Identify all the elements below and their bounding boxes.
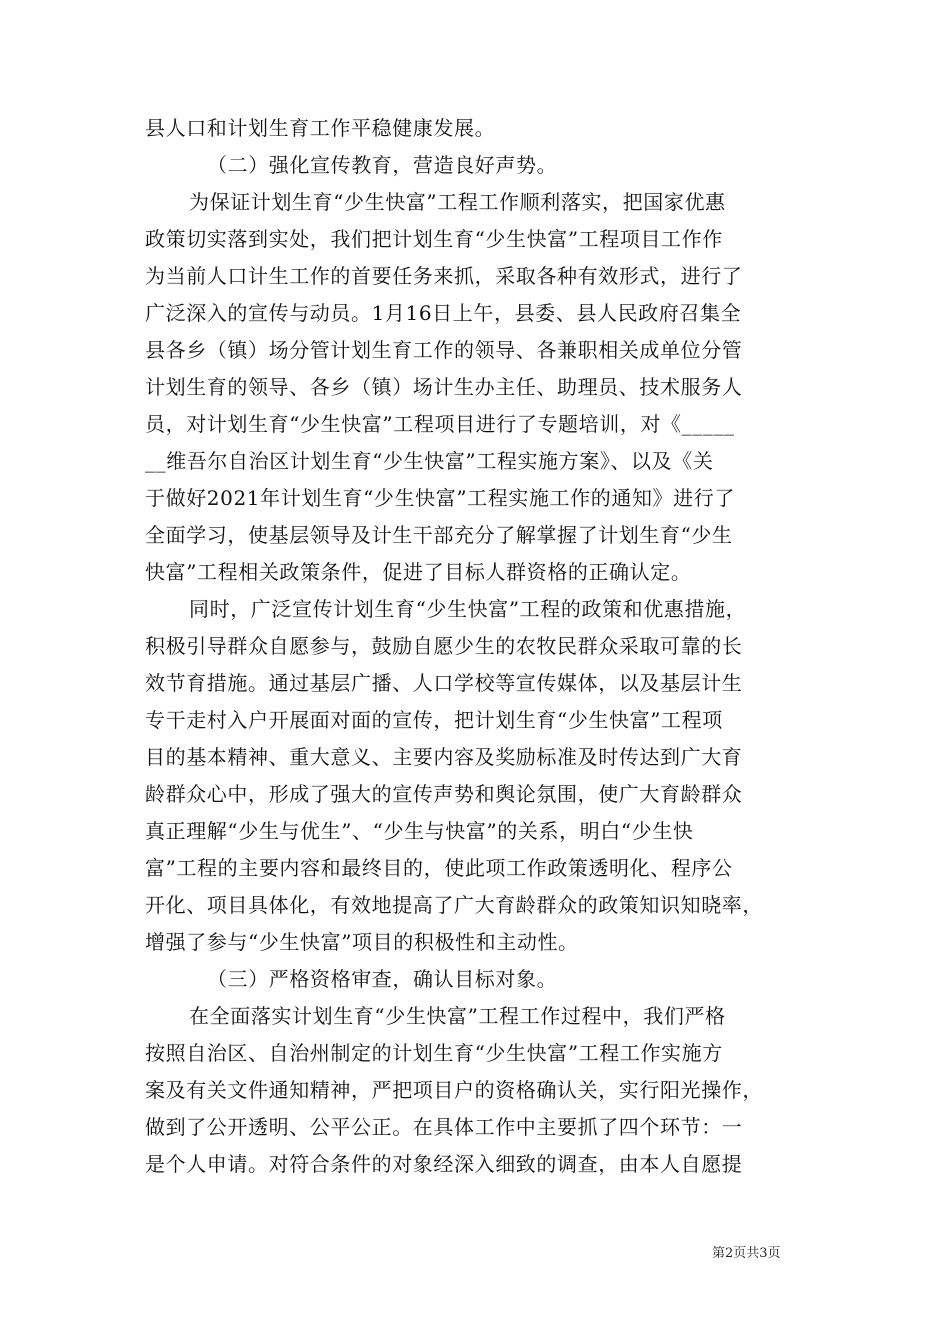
text-line: 县各乡（镇）场分管计划生育工作的领导、各兼职相关成单位分管 <box>145 338 743 362</box>
text-line: 富”工程的主要内容和最终目的，使此项工作政策透明化、程序公 <box>145 856 733 880</box>
section-heading: （二）强化宣传教育，营造良好声势。 <box>207 153 558 177</box>
text-line: 同时，广泛宣传计划生育“少生快富”工程的政策和优惠措施， <box>189 597 747 621</box>
text-line: 为保证计划生育“少生快富”工程工作顺利落实，把国家优惠 <box>189 190 726 214</box>
text-line: 增强了参与“少生快富”项目的积极性和主动性。 <box>145 930 579 954</box>
text-line: 县人口和计划生育工作平稳健康发展。 <box>145 116 496 140</box>
text-line: 是个人申请。对符合条件的对象经深入细致的调查，由本人自愿提 <box>145 1152 743 1176</box>
text-line: 真正理解“少生与优生”、“少生与快富”的关系，明白“少生快 <box>145 819 694 843</box>
text-line: __维吾尔自治区计划生育“少生快富”工程实施方案》、以及《关 <box>145 449 714 473</box>
text-line: 龄群众心中，形成了强大的宣传声势和舆论氛围，使广大育龄群众 <box>145 782 743 806</box>
text-line: 在全面落实计划生育“少生快富”工程工作过程中，我们严格 <box>189 1004 726 1028</box>
section-heading: （三）严格资格审查，确认目标对象。 <box>207 967 558 991</box>
text-line: 广泛深入的宣传与动员。1月16日上午，县委、县人民政府召集全 <box>145 301 742 325</box>
text-line: 开化、项目具体化，有效地提高了广大育龄群众的政策知识知晓率， <box>145 893 763 917</box>
page-number: 第2页共3页 <box>712 1246 781 1261</box>
text-line: 员，对计划生育“少生快富”工程项目进行了专题培训，对《_____ <box>145 412 735 436</box>
text-line: 专干走村入户开展面对面的宣传，把计划生育“少生快富”工程项 <box>145 708 723 732</box>
text-line: 全面学习，使基层领导及计生干部充分了解掌握了计划生育“少生 <box>145 523 733 547</box>
text-line: 效节育措施。通过基层广播、人口学校等宣传媒体，以及基层计生 <box>145 671 743 695</box>
text-line: 目的基本精神、重大意义、主要内容及奖励标准及时传达到广大育 <box>145 745 743 769</box>
text-line: 按照自治区、自治州制定的计划生育“少生快富”工程工作实施方 <box>145 1041 723 1065</box>
text-line: 政策切实落到实处，我们把计划生育“少生快富”工程项目工作作 <box>145 227 723 251</box>
text-line: 案及有关文件通知精神，严把项目户的资格确认关，实行阳光操作， <box>145 1078 763 1102</box>
text-line: 积极引导群众自愿参与，鼓励自愿少生的农牧民群众采取可靠的长 <box>145 634 743 658</box>
document-body <box>145 110 810 1183</box>
text-line: 为当前人口计生工作的首要任务来抓，采取各种有效形式，进行了 <box>145 264 743 288</box>
text-line: 计划生育的领导、各乡（镇）场计生办主任、助理员、技术服务人 <box>145 375 743 399</box>
text-line: 快富”工程相关政策条件，促进了目标人群资格的正确认定。 <box>145 560 692 584</box>
text-line: 做到了公开透明、公平公正。在具体工作中主要抓了四个环节：一 <box>145 1115 743 1139</box>
text-line: 于做好2021年计划生育“少生快富”工程实施工作的通知》进行了 <box>145 486 735 510</box>
